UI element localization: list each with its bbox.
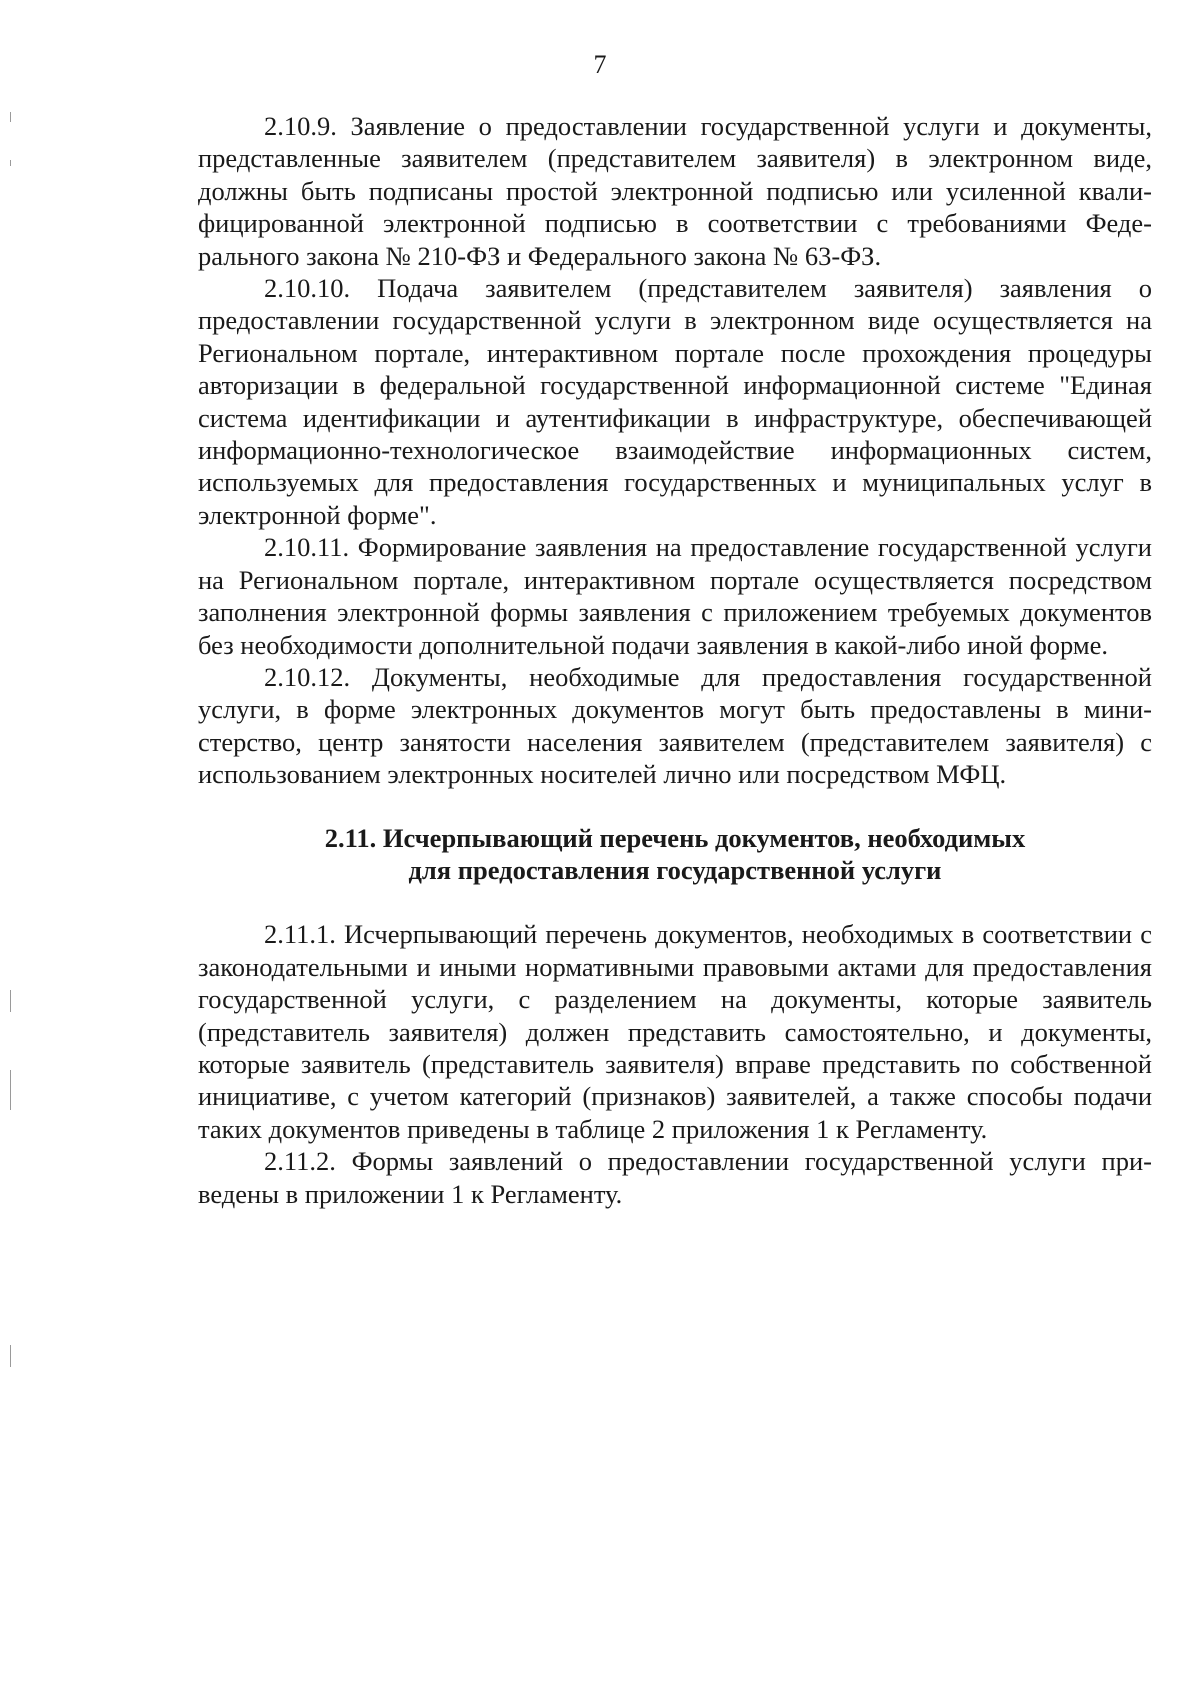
- paragraph-2-10-10: 2.10.10. Подача заявителем (представителем заявителя) заявления о предоставлении государственной услуги в электронном виде осуществляется на Региональном портале, интерактивном портале после прохождения процедуры авторизации в федеральной государственной информационной системе "Единая система идентификации и аутентификации в инфраструктуре, обеспечивающей информационно-технологическое взаимодействие информационных систем, используемых для предоставления государственных и муниципальных услуг в электронной форме".: [198, 273, 1152, 530]
- section-heading-2-11: [198, 822, 1152, 887]
- paragraph-2-10-9: 2.10.9. Заявление о предоставлении государственной услуги и документы, представленные заявителем (представителем заявителя) в электронном виде, должны быть подписаны простой электронной подписью или усиленной квалифицированной электронной подписью в соответствии с требованиями Федерального закона № 210-ФЗ и Федерального закона № 63-ФЗ.: [198, 111, 1152, 271]
- page-number: 7: [593, 50, 607, 79]
- paragraph-2-11-2: 2.11.2. Формы заявлений о предоставлении государственной услуги приведены в приложении 1 к Регламенту.: [198, 1146, 1152, 1209]
- document-body: [198, 110, 1152, 1210]
- scan-margin-marks: [8, 0, 14, 1694]
- paragraph-2-10-12: 2.10.12. Документы, необходимые для предоставления государственной услуги, в форме электронных документов могут быть предоставлены в министерство, центр занятости населения заявителем (представителем заявителя) с использованием электронных носителей лично или посредством МФЦ.: [198, 661, 1152, 790]
- paragraph-2-10-11: 2.10.11. Формирование заявления на предоставление государственной услуги на Региональном портале, интерактивном портале осуществляется посредством заполнения электронной формы заявления с приложением требуемых документов без необходимости дополнительной подачи заявления в какой-либо иной форме.: [198, 532, 1152, 660]
- section-heading-line-2: для предоставления государственной услуги: [408, 854, 942, 885]
- paragraph-2-11-1: 2.11.1. Исчерпывающий перечень документов, необходимых в соответствии с законодательными и иными нормативными правовыми актами для предоставления государственной услуги, с разделением на документы, которые заявитель (представитель заявителя) должен представить самостоятельно, и документы, которые заявитель (представитель заявителя) вправе представить по собственной инициативе, с учетом категорий (признаков) заявителей, а также способы подачи таких документов приведены в таблице 2 приложения 1 к Регламенту.: [198, 919, 1152, 1144]
- section-heading-line-1: 2.11. Исчерпывающий перечень документов, необходимых: [324, 822, 1026, 853]
